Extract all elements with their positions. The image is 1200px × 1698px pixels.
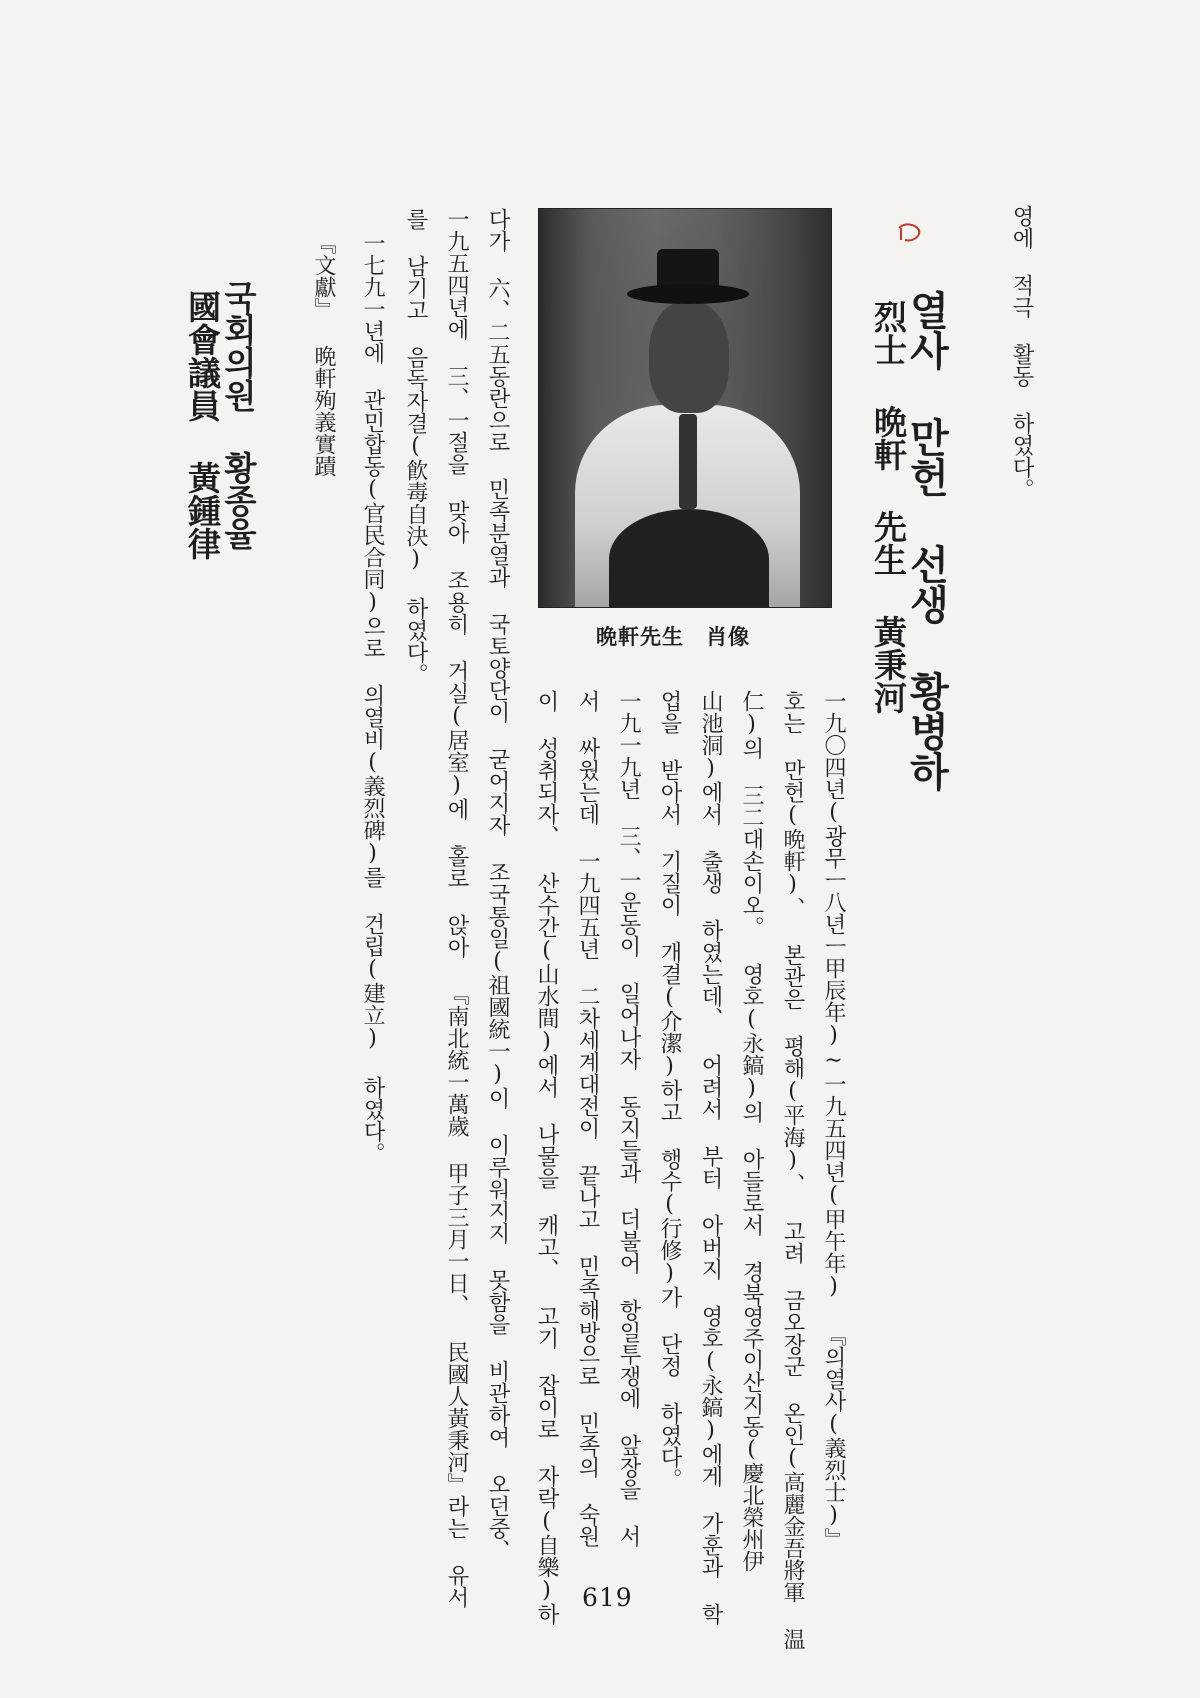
- author-hangul: 국회의원 황종율: [219, 280, 258, 550]
- source-citation: 『文獻』 晩軒殉義實蹟: [311, 232, 336, 477]
- photo-figure-tie: [679, 414, 697, 509]
- pen-mark-icon: [895, 220, 925, 246]
- body-line-2: 一九〇四년(광무ㅡ八년ㅡ甲辰年)∼一九五四년(甲午年) 『의열사(義烈士)』: [821, 690, 846, 1550]
- body-line-8: 서 싸웠는데 一九四五년 二차세계대전이 끝나고 민족해방으로 민족의 숙원: [575, 690, 600, 1547]
- photo-caption: 晩軒先生 肖像: [596, 624, 750, 649]
- article-title-hangul: 열사 만헌 선생 황병하: [903, 290, 950, 791]
- photo-figure-lap: [609, 509, 769, 608]
- body-line-13: 一七九一년에 관민합동(官民合同)으로 의열비(義烈碑)를 건립(建立) 하였다。: [360, 232, 385, 1164]
- body-line-6: 업을 받아서 기질이 개결(介潔)하고 행수(行修)가 단정 하였다。: [657, 690, 682, 1490]
- portrait-photo: [538, 208, 832, 608]
- photo-figure-hat-brim: [627, 284, 749, 304]
- photo-figure-face: [649, 301, 729, 413]
- body-line-12: 를 남기고 음독자결(飮毒自決) 하였다。: [403, 208, 428, 685]
- body-line-3: 호는 만헌(晩軒)、 본관은 평해(平海)、 고려 금오장군 온인(高麗金吾將軍 温: [780, 690, 805, 1650]
- body-line-1: 영에 적극 활동 하였다。: [1009, 205, 1034, 500]
- page-number: 619: [582, 1583, 633, 1612]
- author-hanja: 國會議員 黃鍾律: [183, 290, 222, 560]
- body-line-10: 다가 六、二五동란으로 민족분열과 국토양단이 굳어지자 조국통일(祖國統一)이 이루워지지 못함을 비관하여 오던중、: [485, 208, 510, 1561]
- body-line-11: 一九五四년에 三、一절을 맞아 조용히 거실(居室)에 홀로 앉아 『南北統一萬歲 甲子三月一日、 民國人黃秉河』라는 유서: [444, 208, 469, 1608]
- body-line-9: 이 성취되자、 산수간(山水間)에서 나물을 캐고、 고기 잡이로 자락(自樂)하: [534, 690, 559, 1625]
- body-line-7: 一九一九년 三、一운동이 일어나자 동지들과 더불어 항일투쟁에 앞장을 서: [616, 690, 641, 1547]
- body-line-5: 山池洞)에서 출생 하였는데、 어려서 부터 아버지 영호(永鎬)에게 가훈과 학: [698, 690, 723, 1625]
- article-title-hanja: 烈士 晩軒 先生 黃秉河: [869, 300, 908, 714]
- body-line-4: 仁)의 三二대손이오。 영호(永鎬)의 아들로서 경북영주이산지동(慶北榮州伊: [739, 690, 764, 1572]
